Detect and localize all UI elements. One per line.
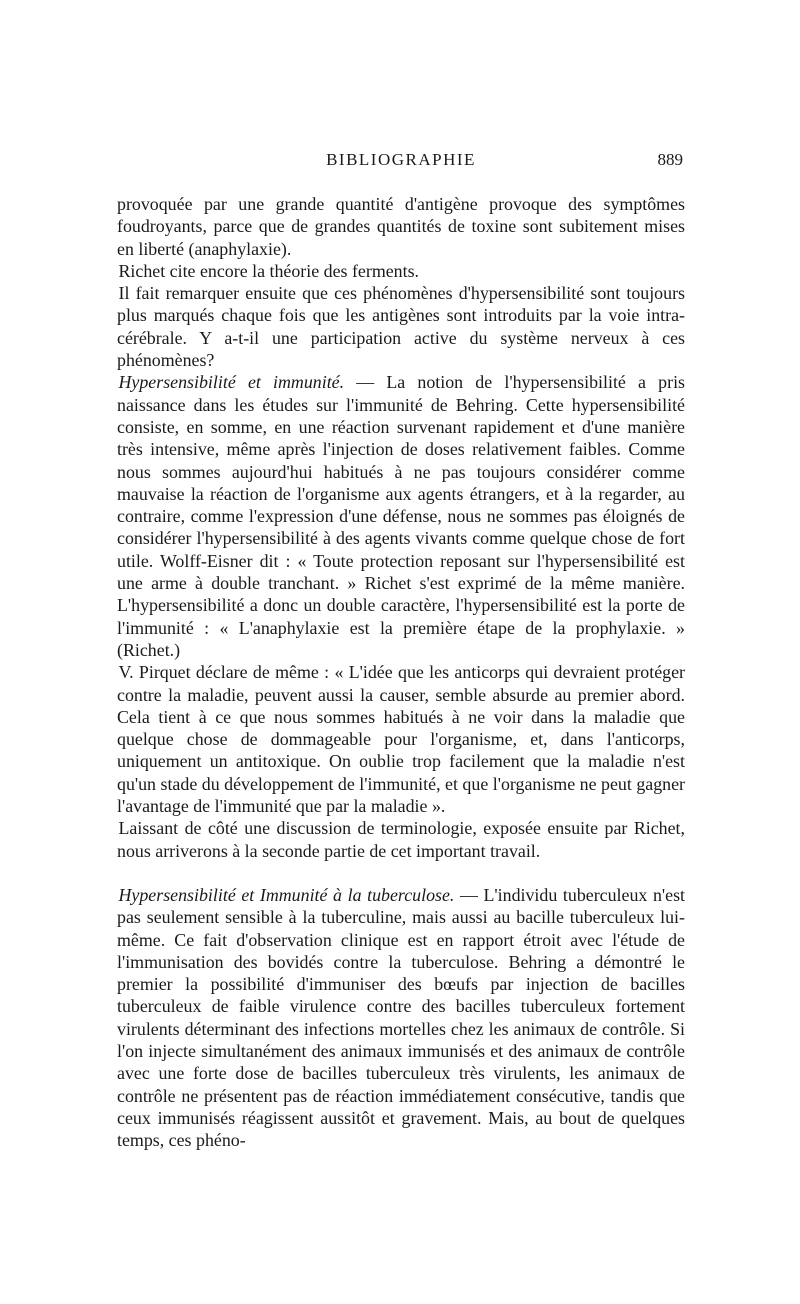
- paragraph-body: — La notion de l'hypersensibilité a pris naissance dans les études sur l'immunité de Behring. Cette hypersensibilité consiste, en somme, en une réaction survenant rapidement et d'une manière très intensive, même après l'injection de doses relativement faibles. Comme nous sommes aujourd'hui habitués à ne pas toujours considérer comme mauvaise la réaction de l'organisme aux agents étrangers, et à la regarder, au contraire, comme l'expression d'une défense, nous ne sommes pas éloignés de considérer l'hypersensibilité à des agents vivants comme quelque chose de fort utile. Wolff-Eisner dit : « Toute protection reposant sur l'hypersensibilité est une arme à double tranchant. » Richet s'est exprimé de la même manière. L'hypersensibilité a donc un double caractère, l'hypersensibilité est la porte de l'immunité : « L'anaphylaxie est la première étape de la prophylaxie. » (Richet.): [117, 372, 685, 660]
- section-title-hypersensibilite-immunite: Hypersensibilité et immunité.: [118, 372, 345, 393]
- paragraph-terminologie: Laissant de côté une discussion de terminologie, exposée ensuite par Richet, nous arriverons à la seconde partie de cet important travail.: [117, 818, 685, 861]
- running-title: BIBLIOGRAPHIE: [326, 150, 476, 169]
- paragraph-continuation: provoquée par une grande quantité d'antigène provoque des symptômes foudroyants, parce que de grandes quantités de toxine sont subitement mises en liberté (anaphylaxie).: [117, 194, 685, 259]
- section-title-tuberculose: Hypersensibilité et Immunité à la tuberculose.: [118, 884, 455, 905]
- page-number: 889: [657, 150, 683, 169]
- paragraph-hypersensibilite-immunite: [117, 371, 685, 661]
- page-header: [117, 150, 685, 176]
- body-text: [117, 193, 685, 1151]
- paragraph-intra-cerebral: Il fait remarquer ensuite que ces phénomènes d'hypersensibilité sont toujours plus marqués chaque fois que les antigènes sont introduits par la voie intra-cérébrale. Y a-t-il une participation active du système nerveux à ces phénomènes?: [117, 283, 685, 371]
- paragraph-tuberculose: [117, 884, 685, 1152]
- paragraph-body: — L'individu tuberculeux n'est pas seulement sensible à la tuberculine, mais aussi au bacille tuberculeux lui-même. Ce fait d'observation clinique est en rapport étroit avec l'étude de l'immunisation des bovidés contre la tuberculose. Behring a démontré le premier la possibilité d'immuniser des bœufs par injection de bacilles tuberculeux de faible virulence contre des bacilles tuberculeux fortement virulents déterminant des infections mortelles chez les animaux de contrôle. Si l'on injecte simultanément des animaux immunisés et des animaux de contrôle avec une forte dose de bacilles tuberculeux très virulents, les animaux de contrôle ne présentent pas de réaction immédiatement consécutive, tandis que ceux immunisés réagissent aussitôt et gravement. Mais, au bout de quelques temps, ces phéno-: [117, 884, 685, 1151]
- section-gap: [117, 862, 685, 884]
- paragraph-pirquet: V. Pirquet déclare de même : « L'idée que les anticorps qui devraient protéger contre la maladie, peuvent aussi la causer, semble absurde au premier abord. Cela tient à ce que nous sommes habitués à ne voir dans la maladie que quelque chose de dommageable pour l'organisme, et, dans l'anticorps, uniquement un antitoxique. On oublie trop facilement que la maladie n'est qu'un stade du développement de l'immunité, et que l'organisme ne peut gagner l'avantage de l'immunité que par la maladie ».: [117, 662, 685, 817]
- paragraph-richet-ferments: Richet cite encore la théorie des ferments.: [118, 260, 420, 281]
